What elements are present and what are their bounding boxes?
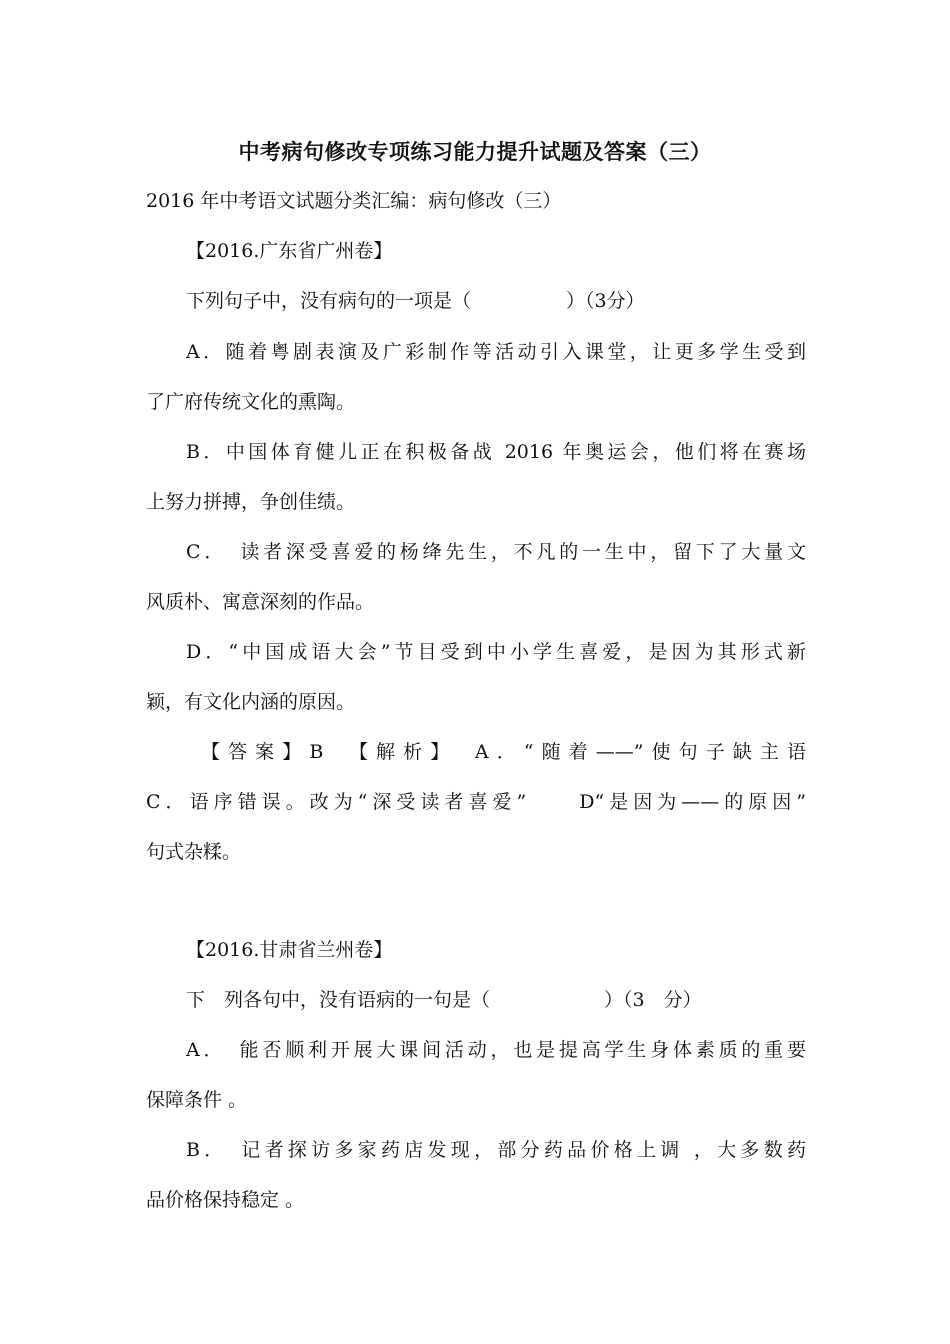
section1-option-a-line2: 了广府传统文化的熏陶。: [146, 391, 356, 413]
section2-option-b-line2: 品价格保持稳定 。: [146, 1189, 305, 1211]
section1-option-b-line1: B．中国体育健儿正在积极备战 2016 年奥运会，他们将在赛场: [186, 441, 806, 463]
section1-option-b-line2: 上努力拼搏，争创佳绩。: [146, 491, 356, 513]
section1-option-d-line2: 颖，有文化内涵的原因。: [146, 691, 356, 713]
section2-question: 下 列各句中，没有语病的一句是（ ）（3 分）: [186, 989, 702, 1011]
section2-option-a-line1: A． 能否顺利开展大课间活动，也是提高学生身体素质的重要: [186, 1039, 806, 1061]
section1-option-a-line1: A．随着粤剧表演及广彩制作等活动引入课堂，让更多学生受到: [186, 341, 806, 363]
section2-option-a-line2: 保障条件 。: [146, 1089, 248, 1111]
document-subtitle: 2016 年中考语文试题分类汇编：病句修改（三）: [146, 190, 562, 212]
section1-source: 【2016.广东省广州卷】: [186, 240, 393, 262]
section1-question: 下列句子中，没有病句的一项是（ ）（3分）: [186, 290, 645, 312]
section1-answer-line1: 【答案】B 【解析】 A．“随着——”使句子缺主语: [201, 741, 806, 763]
section2-source: 【2016.甘肃省兰州卷】: [186, 939, 393, 961]
section1-option-c-line2: 风质朴、寓意深刻的作品。: [146, 591, 375, 613]
section2-option-b-line1: B． 记者探访多家药店发现，部分药品价格上调 ，大多数药: [186, 1139, 806, 1161]
document-title: 中考病句修改专项练习能力提升试题及答案（三）: [238, 140, 712, 164]
section1-answer-line2: C．语序错误。改为“深受读者喜爱” D“是因为——的原因”: [146, 791, 806, 813]
section1-answer-line3: 句式杂糅。: [146, 841, 242, 863]
section1-option-c-line1: C． 读者深受喜爱的杨绛先生，不凡的一生中，留下了大量文: [186, 541, 806, 563]
section1-option-d-line1: D．“中国成语大会”节目受到中小学生喜爱，是因为其形式新: [186, 641, 806, 663]
